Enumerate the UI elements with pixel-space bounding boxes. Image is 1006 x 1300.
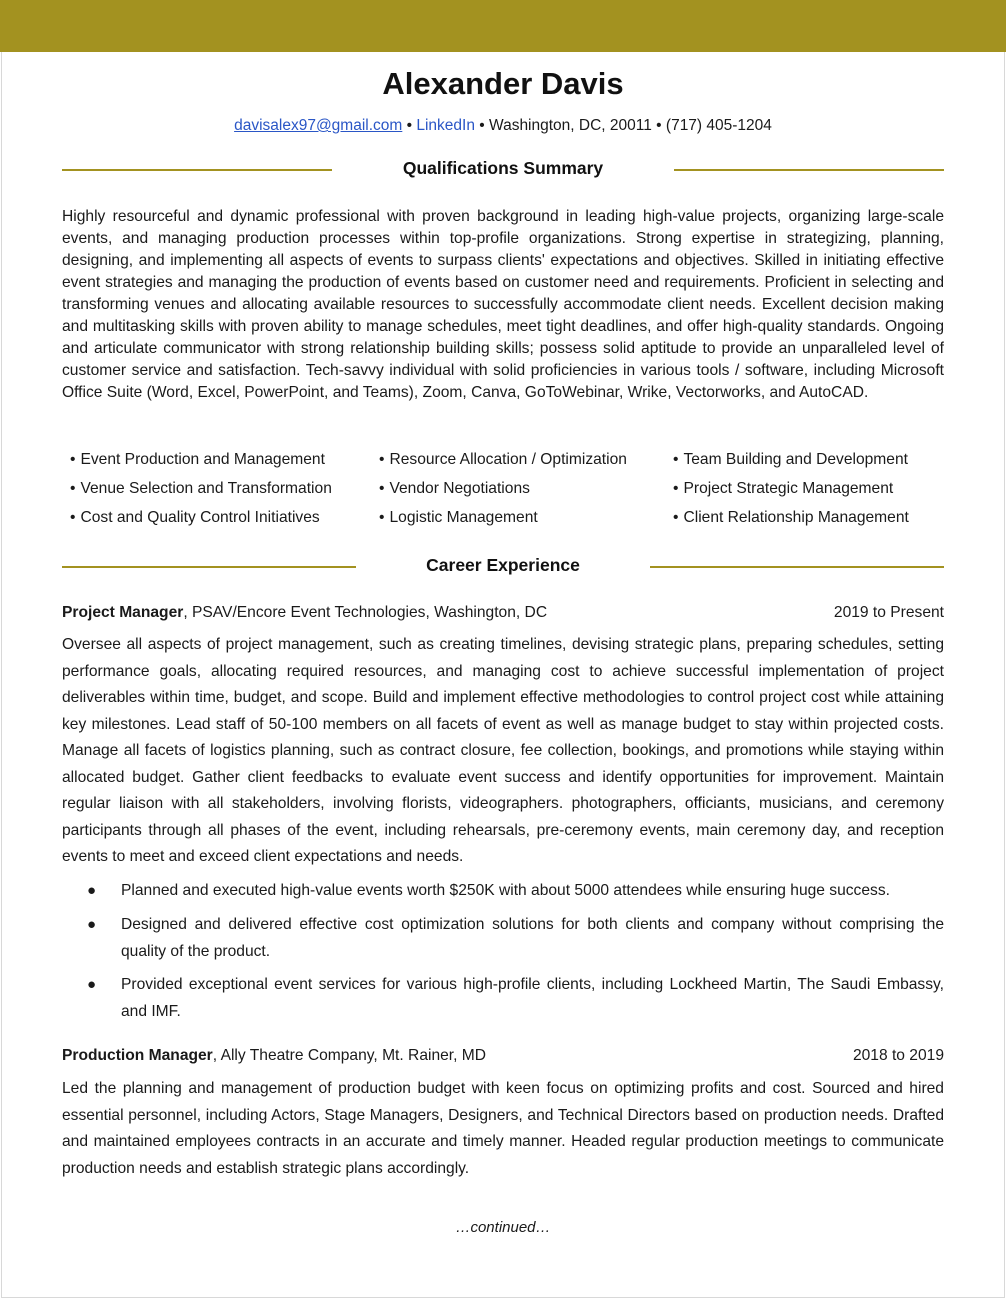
qualifications-heading	[62, 158, 944, 182]
skill-item	[70, 480, 332, 498]
bullet-icon: •	[673, 480, 679, 497]
heading-rule-right	[650, 566, 944, 568]
job-header	[62, 1047, 944, 1069]
skill-label: Logistic Management	[389, 509, 538, 526]
skill-label: Project Strategic Management	[683, 480, 894, 497]
bullet-icon: •	[379, 509, 385, 526]
phone-text: (717) 405-1204	[665, 117, 772, 134]
continued-note: …continued…	[455, 1219, 551, 1236]
bullet-icon: •	[379, 480, 385, 497]
skill-label: Vendor Negotiations	[389, 480, 530, 497]
section-title: Career Experience	[426, 555, 580, 575]
skill-item	[70, 451, 325, 469]
linkedin-link[interactable]: LinkedIn	[416, 117, 475, 134]
contact-separator: •	[402, 117, 417, 134]
bullet-icon: •	[673, 509, 679, 526]
contact-separator: •	[651, 117, 666, 134]
skill-item	[673, 509, 909, 527]
location-text: Washington, DC, 20011	[489, 117, 652, 134]
skill-label: Venue Selection and Transformation	[80, 480, 332, 497]
job-description: Oversee all aspects of project management, such as creating timelines, devising strategic plans, preparing schedules, setting performance goals, allocating required resources, and managing cost to achieve successful implementation of project deliverables within time, budget, and scope. Build and implement effective methodologies to control project cost while attaining key milestones. Lead staff of 50-100 members on all facets of event as well as manage budget to stay within projected costs. Manage all facets of logistics planning, such as contract closure, fee collection, bookings, and promotions while staying within allocated budget. Gather client feedbacks to evaluate event success and identify opportunities for improvement. Maintain regular liaison with all stakeholders, involving florists, videographers. photographers, officiants, musicians, and ceremony participants through all phases of the event, including rehearsals, pre-ceremony events, main ceremony day, and reception events to meet and exceed client expectations and needs.	[62, 636, 944, 865]
job-title: Production Manager	[62, 1047, 213, 1064]
job-header	[62, 604, 944, 626]
email-link[interactable]: davisalex97@gmail.com	[234, 117, 403, 134]
job-dates: 2018 to 2019	[852, 1047, 944, 1064]
job-company: , Ally Theatre Company, Mt. Rainer, MD	[212, 1047, 487, 1064]
job-title: Project Manager	[62, 604, 184, 621]
job-dates: 2019 to Present	[833, 604, 944, 621]
skill-item	[673, 451, 908, 469]
contact-line	[0, 117, 1006, 135]
skill-item	[379, 480, 530, 498]
bullet-icon: •	[70, 509, 76, 526]
section-title: Qualifications Summary	[402, 158, 604, 178]
skill-item	[379, 509, 538, 527]
bullet-icon: •	[673, 451, 679, 468]
skill-label: Client Relationship Management	[683, 509, 909, 526]
summary-paragraph: Highly resourceful and dynamic professional with proven background in leading high-value projects, organizing large-scale events, and managing production processes within top-profile organizations. Strong expertise in strategizing, planning, designing, and implementing all aspects of events to surpass clients' expectations and objectives. Skilled in initiating effective event strategies and managing the production of events based on customer need and requirements. Proficient in selecting and transforming venues and allocating available resources to successfully accommodate client needs. Excellent decision making and multitasking skills with proven ability to manage schedules, meet tight deadlines, and offer high-quality standards. Ongoing and articulate communicator with strong relationship building skills; possess solid aptitude to provide an unparalleled level of customer service and satisfaction. Tech-savvy individual with solid proficiencies in various tools / software, including Microsoft Office Suite (Word, Excel, PowerPoint, and Teams), Zoom, Canva, GoToWebinar, Wrike, Vectorworks, and AutoCAD.	[62, 208, 944, 401]
achievement-text: Planned and executed high-value events worth $250K with about 5000 attendees while ensuring huge success.	[121, 882, 890, 899]
bullet-icon: ●	[87, 976, 97, 993]
skill-label: Team Building and Development	[683, 451, 908, 468]
achievement-text: Designed and delivered effective cost optimization solutions for both clients and company without comprising the quality of the product.	[121, 916, 944, 960]
candidate-name: Alexander Davis	[382, 66, 624, 101]
bullet-icon: ●	[87, 916, 97, 933]
bullet-icon: •	[70, 451, 76, 468]
contact-separator: •	[474, 117, 490, 134]
header-accent-bar	[0, 0, 1006, 52]
skill-item	[379, 451, 627, 469]
skill-label: Resource Allocation / Optimization	[389, 451, 627, 468]
skill-item	[673, 480, 893, 498]
achievement-text: Provided exceptional event services for various high-profile clients, including Lockheed Martin, The Saudi Embassy, and IMF.	[121, 976, 944, 1020]
skill-label: Event Production and Management	[80, 451, 325, 468]
skill-label: Cost and Quality Control Initiatives	[80, 509, 320, 526]
job-company: , PSAV/Encore Event Technologies, Washington, DC	[183, 604, 548, 621]
bullet-icon: •	[70, 480, 76, 497]
bullet-icon: ●	[87, 882, 97, 899]
job-description: Led the planning and management of production budget with keen focus on optimizing profits and cost. Sourced and hired essential personnel, including Actors, Stage Managers, Designers, and Technical Directors based on production needs. Drafted and maintained employees contracts in an accurate and timely manner. Headed regular production meetings to communicate production needs and establish strategic plans accordingly.	[62, 1080, 944, 1177]
career-heading	[62, 555, 944, 579]
bullet-icon: •	[379, 451, 385, 468]
heading-rule-right	[674, 169, 944, 171]
skill-item	[70, 509, 320, 527]
